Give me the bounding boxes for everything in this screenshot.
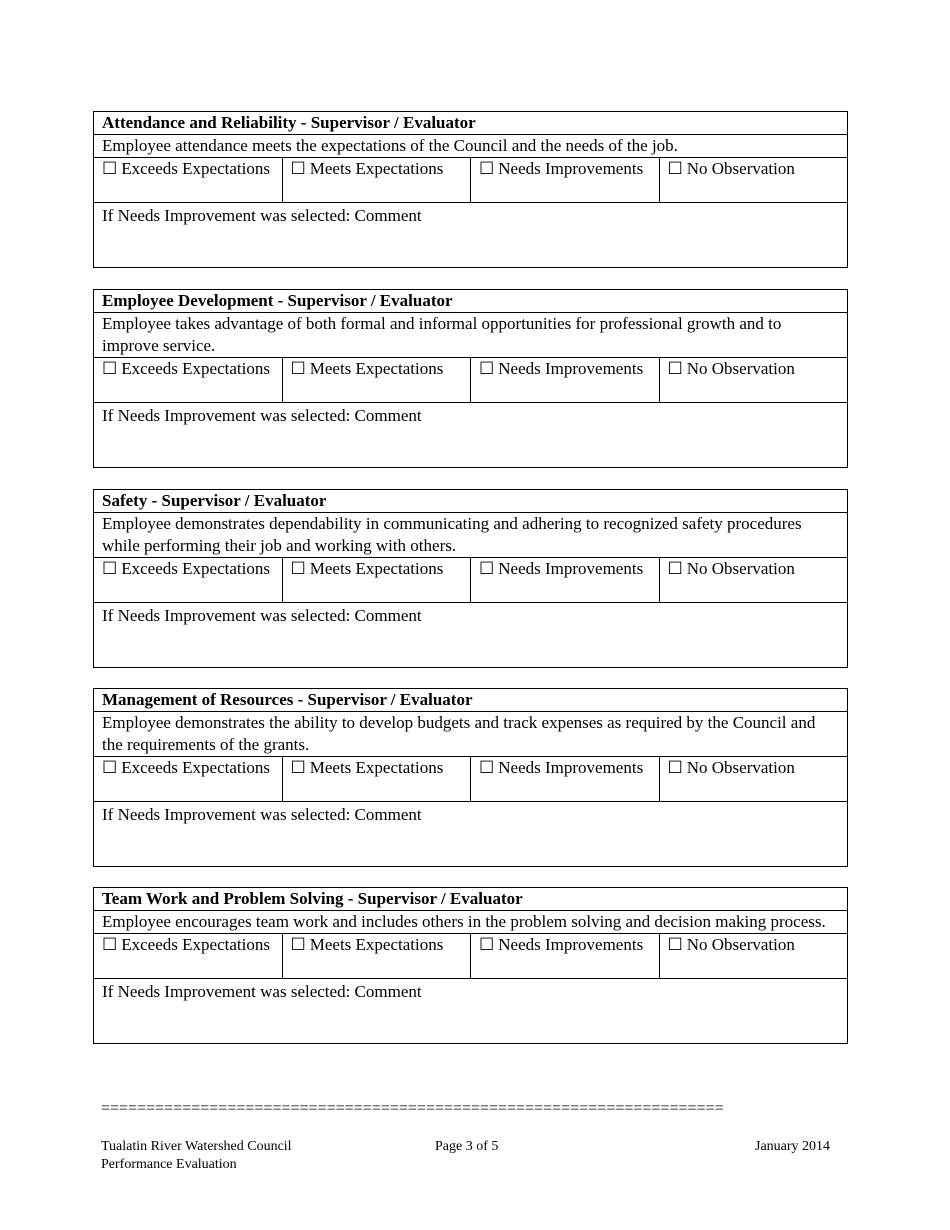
checkbox-icon[interactable]: ☐ (479, 359, 495, 378)
comment-field[interactable] (94, 802, 848, 867)
option-meets[interactable] (282, 358, 471, 403)
option-needs[interactable] (471, 558, 660, 603)
checkbox-icon[interactable]: ☐ (479, 935, 495, 954)
comment-label: If Needs Improvement was selected: Comment (102, 206, 422, 225)
section-description: Employee takes advantage of both formal and informal opportunities for professional growth and to improve service. (94, 313, 848, 358)
section-title: Team Work and Problem Solving - Supervisor / Evaluator (94, 888, 848, 911)
comment-label: If Needs Improvement was selected: Comment (102, 805, 422, 824)
comment-field[interactable] (94, 603, 848, 668)
option-label: No Observation (686, 559, 795, 578)
option-label: Meets Expectations (309, 758, 444, 777)
checkbox-icon[interactable]: ☐ (290, 159, 306, 178)
checkbox-icon[interactable]: ☐ (479, 559, 495, 578)
comment-field[interactable] (94, 203, 848, 268)
checkbox-icon[interactable]: ☐ (290, 935, 306, 954)
footer-page-number: Page 3 of 5 (435, 1139, 499, 1154)
option-exceeds[interactable] (94, 934, 283, 979)
option-no-observation[interactable] (659, 358, 848, 403)
option-needs[interactable] (471, 158, 660, 203)
option-meets[interactable] (282, 757, 471, 802)
option-label: Needs Improvements (498, 935, 644, 954)
option-meets[interactable] (282, 158, 471, 203)
checkbox-icon[interactable]: ☐ (479, 159, 495, 178)
section-description: Employee demonstrates the ability to develop budgets and track expenses as required by the Council and the requirements of the grants. (94, 712, 848, 757)
option-no-observation[interactable] (659, 158, 848, 203)
section-title: Safety - Supervisor / Evaluator (94, 490, 848, 513)
checkbox-icon[interactable]: ☐ (667, 159, 683, 178)
option-label: Exceeds Expectations (121, 559, 270, 578)
checkbox-icon[interactable]: ☐ (479, 758, 495, 777)
checkbox-icon[interactable]: ☐ (290, 559, 306, 578)
option-needs[interactable] (471, 358, 660, 403)
footer-org-line1: Tualatin River Watershed Council (101, 1139, 292, 1154)
option-label: Needs Improvements (498, 758, 644, 777)
comment-label: If Needs Improvement was selected: Comment (102, 982, 422, 1001)
option-label: Needs Improvements (498, 359, 644, 378)
option-label: Meets Expectations (309, 159, 444, 178)
option-label: Meets Expectations (309, 359, 444, 378)
option-exceeds[interactable] (94, 158, 283, 203)
comment-field[interactable] (94, 403, 848, 468)
option-meets[interactable] (282, 558, 471, 603)
checkbox-icon[interactable]: ☐ (102, 935, 118, 954)
section-description: Employee encourages team work and includes others in the problem solving and decision making process. (94, 911, 848, 934)
option-needs[interactable] (471, 934, 660, 979)
option-label: Exceeds Expectations (121, 758, 270, 777)
checkbox-icon[interactable]: ☐ (102, 559, 118, 578)
option-label: Meets Expectations (309, 559, 444, 578)
checkbox-icon[interactable]: ☐ (667, 359, 683, 378)
evaluation-section-resources (93, 688, 848, 867)
checkbox-icon[interactable]: ☐ (667, 935, 683, 954)
option-exceeds[interactable] (94, 358, 283, 403)
evaluation-section-safety (93, 489, 848, 668)
checkbox-icon[interactable]: ☐ (102, 758, 118, 777)
option-label: Needs Improvements (498, 159, 644, 178)
option-label: No Observation (686, 935, 795, 954)
option-exceeds[interactable] (94, 558, 283, 603)
section-description: Employee demonstrates dependability in communicating and adhering to recognized safety procedures while performing their job and working with others. (94, 513, 848, 558)
option-label: Exceeds Expectations (121, 359, 270, 378)
option-no-observation[interactable] (659, 934, 848, 979)
checkbox-icon[interactable]: ☐ (102, 159, 118, 178)
option-label: No Observation (686, 159, 795, 178)
footer-separator: ===================================================================== (101, 1100, 724, 1117)
option-label: Exceeds Expectations (121, 159, 270, 178)
section-description: Employee attendance meets the expectations of the Council and the needs of the job. (94, 135, 848, 158)
option-meets[interactable] (282, 934, 471, 979)
footer-org-line2: Performance Evaluation (101, 1157, 237, 1172)
comment-field[interactable] (94, 979, 848, 1044)
section-title: Management of Resources - Supervisor / Evaluator (94, 689, 848, 712)
section-title: Employee Development - Supervisor / Evaluator (94, 290, 848, 313)
option-label: No Observation (686, 758, 795, 777)
option-no-observation[interactable] (659, 757, 848, 802)
option-label: No Observation (686, 359, 795, 378)
footer-organization (101, 1138, 292, 1174)
option-label: Needs Improvements (498, 559, 644, 578)
checkbox-icon[interactable]: ☐ (667, 559, 683, 578)
comment-label: If Needs Improvement was selected: Comment (102, 406, 422, 425)
option-label: Meets Expectations (309, 935, 444, 954)
checkbox-icon[interactable]: ☐ (290, 359, 306, 378)
comment-label: If Needs Improvement was selected: Comment (102, 606, 422, 625)
option-needs[interactable] (471, 757, 660, 802)
option-exceeds[interactable] (94, 757, 283, 802)
evaluation-section-teamwork (93, 887, 848, 1044)
option-no-observation[interactable] (659, 558, 848, 603)
checkbox-icon[interactable]: ☐ (290, 758, 306, 777)
option-label: Exceeds Expectations (121, 935, 270, 954)
evaluation-section-attendance (93, 111, 848, 268)
section-title: Attendance and Reliability - Supervisor / Evaluator (94, 112, 848, 135)
checkbox-icon[interactable]: ☐ (102, 359, 118, 378)
checkbox-icon[interactable]: ☐ (667, 758, 683, 777)
evaluation-section-development (93, 289, 848, 468)
footer-date: January 2014 (755, 1139, 831, 1154)
